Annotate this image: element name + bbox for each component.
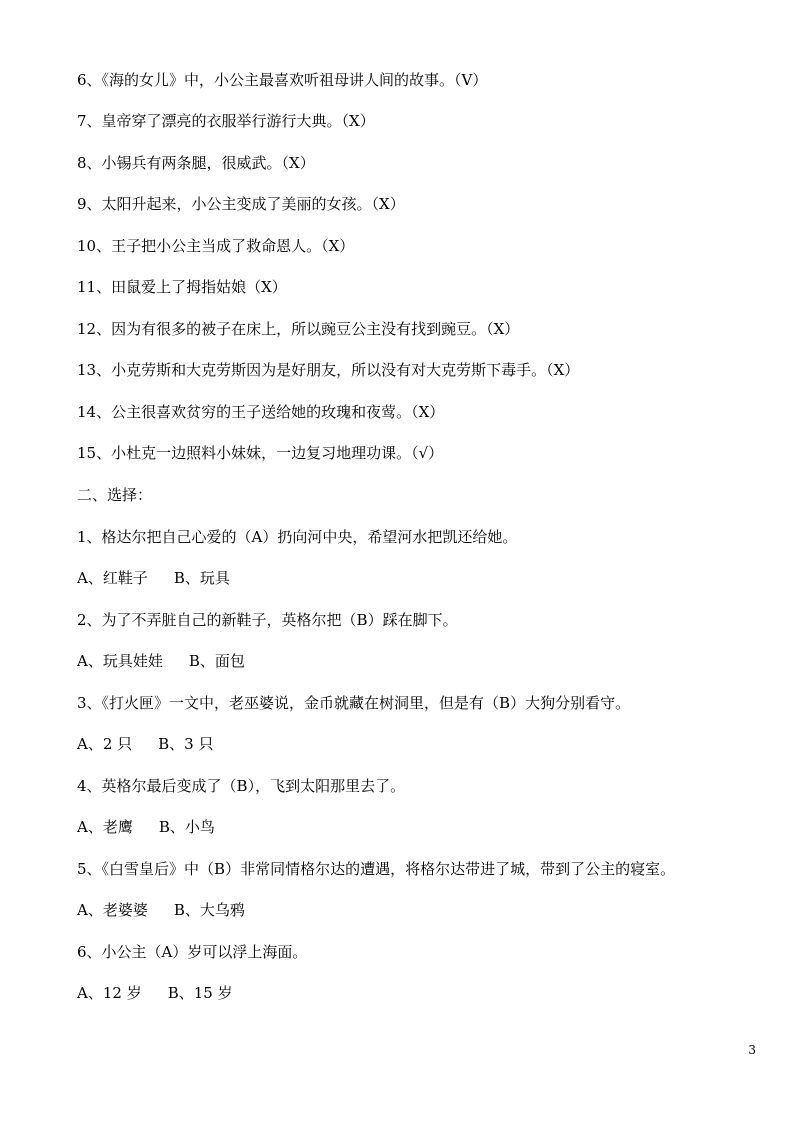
choice-options-5: [77, 900, 245, 920]
choice-question-3: 3、《打火匣》一文中，老巫婆说，金币就藏在树洞里，但是有（B）大狗分别看守。: [77, 694, 631, 712]
option-b: B、玩具: [173, 569, 230, 587]
judgement-item-8: 8、小锡兵有两条腿，很威武。（X）: [77, 154, 315, 172]
choice-question-4: 4、英格尔最后变成了（B），飞到太阳那里去了。: [77, 777, 406, 795]
judgement-item-10: 10、王子把小公主当成了救命恩人。（X）: [77, 237, 355, 255]
choice-question-5: 5、《白雪皇后》中（B）非常同情格尔达的遭遇，将格尔达带进了城，带到了公主的寝室。: [77, 860, 676, 878]
section-title: 二、选择：: [77, 486, 153, 504]
choice-question-1: 1、格达尔把自己心爱的（A）扔向河中央，希望河水把凯还给她。: [77, 528, 518, 546]
judgement-item-11: 11、田鼠爱上了拇指姑娘（X）: [77, 278, 287, 296]
option-a: A、12 岁: [77, 984, 142, 1002]
option-a: A、老鹰: [77, 818, 133, 836]
option-a: A、老婆婆: [77, 901, 148, 919]
choice-options-2: [77, 651, 245, 671]
option-b: B、15 岁: [167, 984, 233, 1002]
choice-options-3: [77, 734, 214, 754]
choice-options-4: [77, 817, 215, 837]
option-b: B、大乌鸦: [173, 901, 245, 919]
option-a: A、2 只: [77, 735, 133, 753]
judgement-item-15: 15、小杜克一边照料小妹妹，一边复习地理功课。（√）: [77, 444, 444, 462]
option-b: B、小鸟: [158, 818, 215, 836]
choice-question-6: 6、小公主（A）岁可以浮上海面。: [77, 943, 308, 961]
choice-options-1: [77, 568, 230, 588]
judgement-item-13: 13、小克劳斯和大克劳斯因为是好朋友，所以没有对大克劳斯下毒手。（X）: [77, 361, 580, 379]
judgement-item-12: 12、因为有很多的被子在床上，所以豌豆公主没有找到豌豆。（X）: [77, 320, 520, 338]
page-number: 3: [748, 1043, 756, 1057]
option-a: A、红鞋子: [77, 569, 148, 587]
judgement-item-9: 9、太阳升起来，小公主变成了美丽的女孩。（X）: [77, 195, 405, 213]
choice-question-2: 2、为了不弄脏自己的新鞋子，英格尔把（B）踩在脚下。: [77, 611, 458, 629]
judgement-item-7: 7、皇帝穿了漂亮的衣服举行游行大典。（X）: [77, 112, 375, 130]
option-a: A、玩具娃娃: [77, 652, 163, 670]
judgement-item-14: 14、公主很喜欢贫穷的王子送给她的玫瑰和夜莺。（X）: [77, 403, 445, 421]
option-b: B、3 只: [158, 735, 214, 753]
judgement-item-6: 6、《海的女儿》中，小公主最喜欢听祖母讲人间的故事。（V）: [77, 71, 488, 89]
option-b: B、面包: [188, 652, 245, 670]
choice-options-6: [77, 983, 233, 1003]
